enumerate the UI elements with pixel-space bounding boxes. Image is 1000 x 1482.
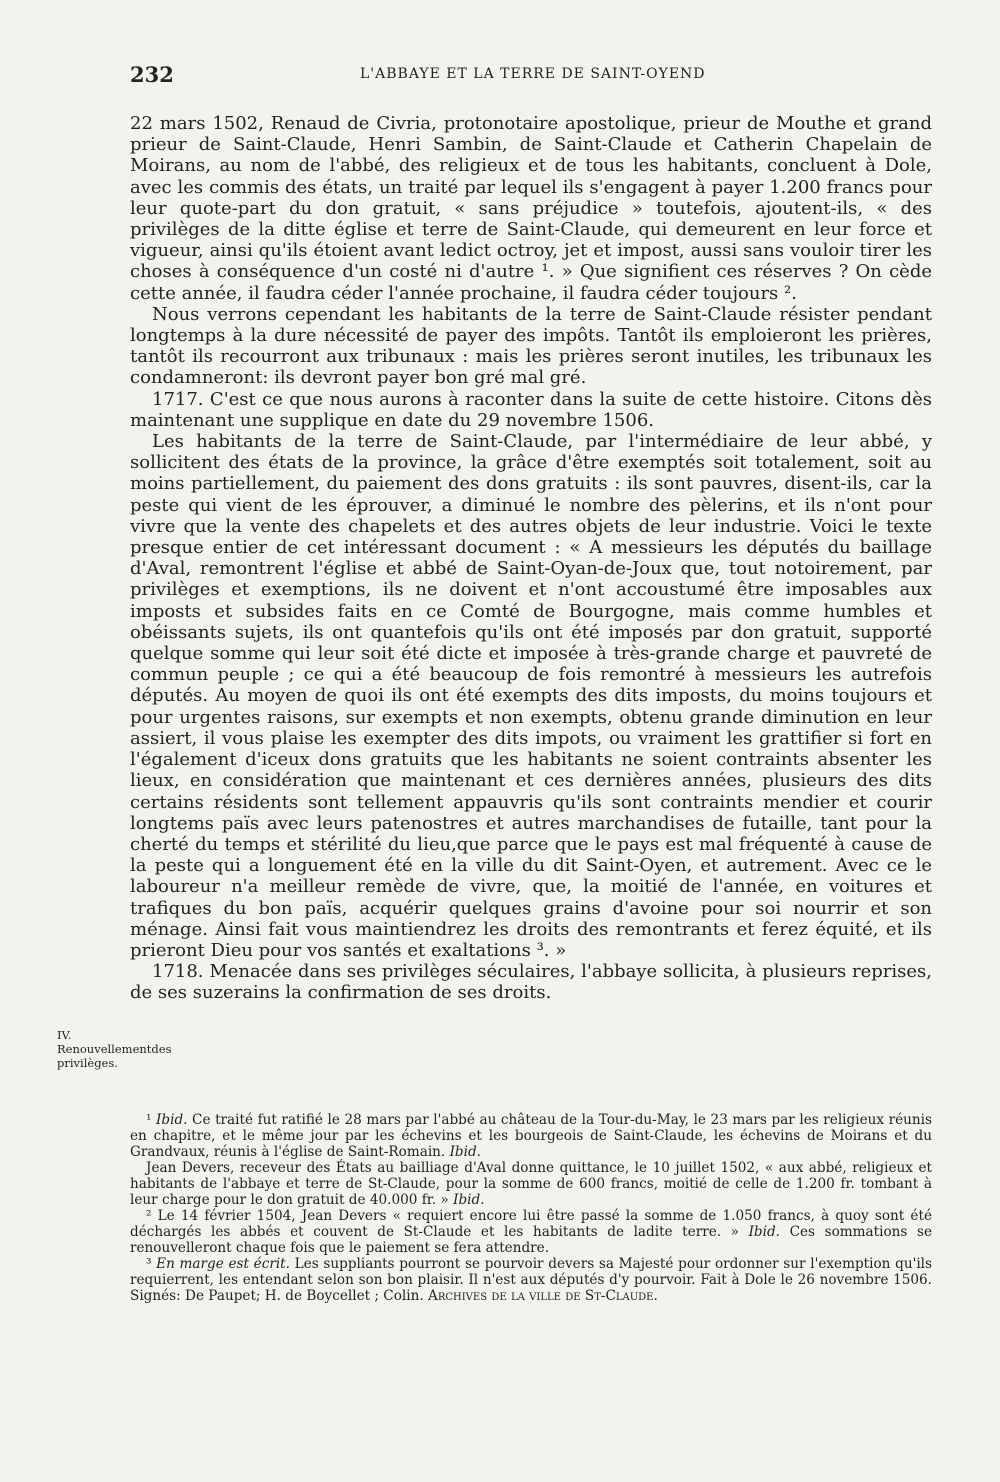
paragraph: 1718. Menacée dans ses privilèges séculaires, l'abbaye sollicita, à plusieurs reprises, de ses suzerains la confirmation de ses droits. (130, 961, 932, 1004)
ibid: Ibid. (453, 1192, 485, 1208)
footnote-3 (130, 1256, 932, 1304)
running-title: L'ABBAYE ET LA TERRE DE SAINT-OYEND (360, 66, 706, 82)
footnote-mark: ¹ (146, 1112, 152, 1128)
footnote-text: Les suppliants pourront se pourvoir devers sa Majesté pour ordonner sur l'exemption qu'ils requierrent, les entendant selon son bon plaisir. Il n'est aux députés d'y pourvoir. Fait à Dole le 26 novembre 1506. Signés: De Paupet; H. de Boycellet ; Colin. (130, 1256, 932, 1304)
archives-reference: Archives de la ville de St-Claude. (428, 1288, 658, 1304)
footnote-1 (130, 1112, 932, 1160)
ibid: Ibid. (449, 1144, 482, 1160)
ibid: Ibid. (748, 1224, 781, 1240)
main-text (130, 113, 932, 1004)
page-number: 232 (130, 62, 174, 87)
footnote-mark: ³ (146, 1256, 157, 1272)
paragraph: 22 mars 1502, Renaud de Civria, protonotaire apostolique, prieur de Mouthe et grand prieur de Saint-Claude, Henri Sambin, de Saint-Claude et Catherin Chapelain de Moirans, au nom de l'abbé, des religieux et de tous les habitants, concluent à Dole, avec les commis des états, un traité par lequel ils s'engagent à payer 1.200 francs pour leur quote-part du don gratuit, « sans préjudice » toutefois, ajoutent-ils, « des privilèges de la ditte église et terre de Saint-Claude, qui demeurent en leur force et vigueur, ainsi qu'ils étoient avant ledict octroy, jet et impost, aussi sans vouloir tirer les choses à conséquence d'un costé ni d'autre ¹. » Que signifient ces réserves ? On cède cette année, il faudra céder l'année prochaine, il faudra céder toujours ². (130, 113, 932, 304)
footnote-text: Ce traité fut ratifié le 28 mars par l'abbé au château de la Tour-du-May, le 23 mars par les religieux réunis en chapitre, et le même jour par les échevins et les bourgeois de Saint-Claude, les échevins de Moirans et du Grandvaux, réunis à l'église de Saint-Romain. (130, 1112, 932, 1160)
paragraph: 1717. C'est ce que nous aurons à raconter dans la suite de cette histoire. Citons dès maintenant une supplique en date du 29 novembre 1506. (130, 388, 932, 431)
footnote-text: Jean Devers, receveur des États au bailliage d'Aval donne quittance, le 10 juillet 1502, « aux abbé, religieux et habitants de l'abbaye et terre de St-Claude, pour la somme de 600 francs, moitié de celle de 1.200 fr. tombant à leur charge pour le don gratuit de 40.000 fr. » (130, 1160, 932, 1208)
footnote-text: ² Le 14 février 1504, Jean Devers « requiert encore lui être passé la somme de 1.050 francs, à quoy sont été déchargés les abbés et couvent de St-Claude et les habitants de ladite terre. » (130, 1208, 932, 1240)
paragraph: Les habitants de la terre de Saint-Claude, par l'intermédiaire de leur abbé, y sollicitent des états de la province, la grâce d'être exemptés soit totalement, soit au moins partiellement, du paiement des dons gratuits : ils sont pauvres, disent-ils, car la peste qui vient de les éprouver, a diminué le nombre des pèlerins, et ils n'ont pour vivre que la vente des chapelets et des autres objets de leur industrie. Voici le texte presque entier de cet intéressant document : « A messieurs les députés du baillage d'Aval, remontrent l'église et abbé de Saint-Oyan-de-Joux que, tout notoirement, par privilèges et exemptions, ils ne doivent et n'ont accoustumé être imposables aux imposts et subsides faits en ce Comté de Bourgogne, mais comme humbles et obéissants sujets, ils ont quantefois qu'ils ont été imposés par don gratuit, supporté quelque somme qui leur soit été dicte et imposée à très-grande charge et pauvreté de commun peuple ; ce qui a été beaucoup de fois remontré à messieurs les autrefois députés. Au moyen de quoi ils ont été exempts des dits imposts, du moins toujours et pour urgentes raisons, sur exempts et non exempts, obtenu grande diminution en leur assiert, il vous plaise les exempter des dits impots, ou vraiment les grattifier si fort en l'également d'iceux dons gratuits que les habitants ne soient contraints absenter les lieux, en considération que maintenant et ces dernières années, plusieurs des dits certains résidents sont tellement appauvris qu'ils sont contraints mendier et courir longtems païs avec leurs patenostres et autres marchandises de futaille, tant pour la cherté du temps et stérilité du lieu,que parce que le pays est mal fréquenté à cause de la peste qui a longuement été en la ville du dit Saint-Oyen, et autrement. Avec ce le laboureur n'a meilleur remède de vivre, que, la moitié de l'année, en voitures et trafiques du bon païs, acquérir quelques grains d'avoine pour soi nourrir et son ménage. Ainsi fait vous maintiendrez les droits des remontrants et ferez équité, et ils prieront Dieu pour vos santés et exaltations ³. » (130, 431, 932, 961)
footnotes (130, 1112, 932, 1304)
footnote-1-continued (130, 1160, 932, 1208)
marginal-italic: En marge est écrit. (156, 1256, 290, 1272)
page-header (130, 62, 930, 92)
paragraph: Nous verrons cependant les habitants de la terre de Saint-Claude résister pendant longtemps à la dure nécessité de payer des impôts. Tantôt ils emploieront les prières, tantôt ils recourront aux tribunaux : mais les prières seront inutiles, les tribunaux les condamneront: ils devront payer bon gré mal gré. (130, 303, 932, 389)
marginal-note: IV. Renouvellementdes privilèges. (57, 1028, 172, 1070)
ibid: Ibid. (156, 1112, 188, 1128)
footnote-text: Ces sommations se renouvelleront chaque fois que le paiement se fera attendre. (130, 1224, 932, 1256)
footnote-2 (130, 1208, 932, 1256)
